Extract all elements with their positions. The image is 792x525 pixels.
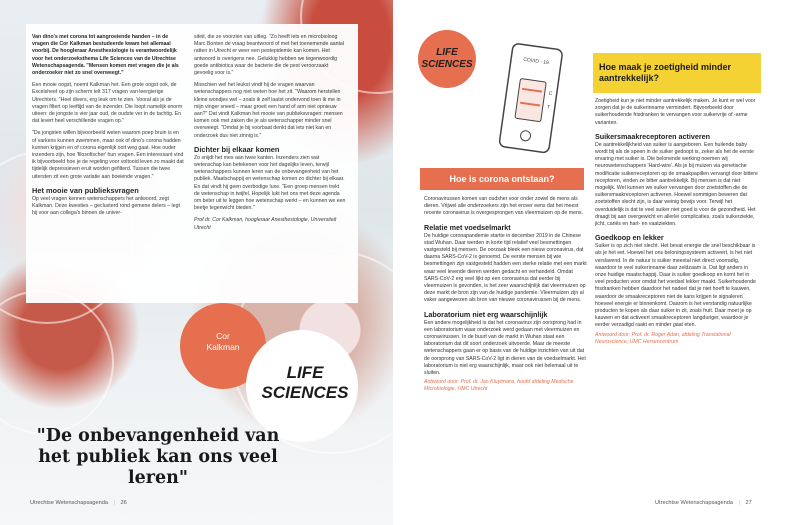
answer-credit: Antwoord door: Prof. dr. Jan Kluytmans, hoofd afdeling Medische Microbiologie, UMC Utrecht bbox=[424, 379, 574, 393]
covid-test-illustration bbox=[488, 40, 573, 155]
corona-article bbox=[424, 196, 588, 399]
page-number: 27 bbox=[745, 500, 752, 506]
page-number: 26 bbox=[120, 500, 127, 506]
footer-title: Utrechtse Wetenschapsagenda bbox=[30, 500, 108, 506]
footer-title: Utrechtse Wetenschapsagenda bbox=[655, 500, 733, 506]
article-paragraph: Zo snijdt het mes aan twee kanten. Inzenders zien wat wetenschap kan betekenen voor het dagelijks leven, terwijl wetenschappers kunnen leren van de onbevangenheid van het publiek. Maatschappij en wetenschap komen zo dichter bij elkaar. En dat vindt hij geen overbodige luxe. "Een groep mensen trekt de wetenschap in twijfel. Hopelijk lukt het ons met deze agenda om beter uit te leggen hoe wetenschap werkt – en kunnen we een beetje tegenwicht bieden." bbox=[194, 154, 346, 212]
left-page bbox=[0, 0, 393, 525]
sticker-line-1: LIFE bbox=[286, 363, 324, 382]
article-paragraph: Een mooie oogst, noemt Kalkman het. Een grote oogst ook, de Excelsheet op zijn scherm telt 317 vragen van leergierige Utrechters. "Heel divers, erg leuk om te zien. Vooral als je de vragen filtert op leeftijd van de inzender. Die loopt namelijk enorm uiteen: de jongste is vier jaar oud, de oudste ver in de tachtig. En dat levert heel verschillende vragen op." bbox=[32, 82, 183, 125]
footer-separator: | bbox=[113, 500, 115, 506]
pull-quote: "De onbevangenheid van het publiek kan ons veel leren" bbox=[36, 426, 280, 488]
sugar-heading-box bbox=[593, 53, 761, 93]
sticker-line-2: SCIENCES bbox=[421, 59, 473, 70]
article-paragraph: Een andere mogelijkheid is dat het coronavirus zijn oorsprong had in een laboratorium waar onderzoek werd gedaan met vleermuizen en coronavirussen. In de buurt van de markt in Wuhan staat een laboratorium dat dit soort onderzoek uitvoerde. Maar de meeste wetenschappers gaan er op basis van de huidige inzichten van uit dat de oorsprong van SARS-CoV-2 ligt in dieren van de voedselmarkt. Het laboratorium is niet erg waarschijnlijk, maar ook niet helemaal uit te sluiten. bbox=[424, 319, 586, 377]
corona-heading-box bbox=[420, 168, 584, 190]
sugar-heading: Hoe maak je zoetigheid minder aantrekkelijk? bbox=[599, 62, 732, 83]
test-label: COVID - 19 bbox=[522, 56, 550, 67]
article-text-panel bbox=[26, 24, 358, 303]
article-subheading: Relatie met voedselmarkt bbox=[424, 222, 511, 232]
article-paragraph: Op veel vragen kennen wetenschappers het antwoord, zegt Kalkman. Deze kwesties – geclusterd rond gemene delers – legt hij voor aan collega's binnen de univer- bbox=[32, 195, 180, 217]
article-paragraph: De huidige coronapandemie startte in december 2019 in de Chinese stad Wuhan. Daar werden in korte tijd relatief veel besmettingen vastgesteld bij mensen. De oorzaak bleek een nieuw coronavirus, dat daarna SARS-CoV-2 is genoemd. De eerste mensen bij wie besmettingen zijn vastgesteld hadden een sterke relatie met een markt waar veel levende dieren werden gedacht en verhandeld. Omdat SARS-CoV-2 erg veel lijkt op een coronavirus dat eerder bij vleermuizen is gevonden, is het zeer waarschijnlijk dat vleermuizen op deze markt de bron zijn van de huidige pandemie. Vleermuizen zijn al vaker aangewezen als bron van nieuwe coronavirussen bij de mens. bbox=[424, 232, 587, 304]
test-t-marker: T bbox=[546, 104, 551, 111]
author-first-name: Cor bbox=[216, 331, 230, 341]
article-intro: Van dino's met corona tot aangroeiende handen – in de vragen die Cor Kalkman bestudeerde kwam het allemaal voorbij. De hoogleraar Anesthesiologie is verantwoordelijk voor het onderzoeksthema Life Sciences van de Utrechtse Wetenschapsagenda. "Mensen komen met vragen die je als onderzoeker niet zo snel overweegt." bbox=[32, 34, 179, 77]
page-footer bbox=[30, 500, 127, 506]
answer-credit: Antwoord door: Prof. dr. Roger Adan, afdeling Translational Neuroscience, UMC Hersencentrum bbox=[595, 331, 731, 345]
life-sciences-sticker bbox=[418, 30, 476, 88]
article-paragraph: Coronavirussen komen van oudsher voor onder zowel de mens als dieren. Vrijwel alle onderzoekers zijn het erover eens dat het meest recente coronavirus is overgesprongen van vleermuizen op de mens. bbox=[424, 196, 583, 217]
footer-separator: | bbox=[738, 500, 740, 506]
article-subheading: Dichter bij elkaar komen bbox=[194, 144, 280, 154]
article-subheading: Suikersmaakreceptoren activeren bbox=[595, 131, 711, 141]
article-column-1 bbox=[32, 34, 184, 222]
article-paragraph: "De jongsten willen bijvoorbeeld weten waarom poep bruin is en of varkens kunnen zwemmen, maar ook of dino's corona hadden kunnen krijgen en of corona eigenlijk ooit weg gaat. Hoe ouder inzenders zijn, hoe 'filosofischer' hun vragen. Een interessant vind ik bijvoorbeeld hoe je de regeling voor voltooid leven zo maakt dat tijdelijk depressieven eruit worden gefilterd. Tussen die twee uitersten zit een grote variatie aan boeiende vragen." bbox=[32, 130, 184, 180]
right-page bbox=[393, 0, 792, 525]
article-paragraph: Suiker is op zich niet slecht. Het bevat energie die snel beschikbaar is als je het eet. Hoewel het ons beloningssysteem activeert, is het niet verslavend. In de natuur is suiker meestal niet direct voorradig, waardoor te veel suikerinname daar zeldzaam is. Dat ligt anders in onze huidige maatschappij. Daar is suiker goedkoop en komt het in veel producten voor omdat het voedsel lekker maakt. Suikerhoudende frisdranken hebben daardoor het nadeel dat je niet hoeft te kauwen, waardoor de smaakreceptoren niet de kans krijgen te signaleren hoeveel energie er binnenkomt. Daarom is het verstandig natuurlijke producten te kopen als daar suiker in zit, zoals fruit. Daar moet je op kauwen en dat activeert smaakreceptoren langduriger, waardoor je eerder verzadigd raakt en minder gaat eten. bbox=[595, 243, 756, 329]
sugar-article bbox=[595, 98, 759, 351]
article-paragraph: Zoetigheid kun je niet minder aantrekkelijk maken. Je kunt er wel voor zorgen dat je de suikerinname vermindert. Bijvoorbeeld door suikerhoudende frisdranken te vervangen voor suikervrije of -arme varianten. bbox=[595, 98, 756, 126]
corona-heading: Hoe is corona ontstaan? bbox=[449, 174, 555, 184]
article-paragraph: siteit, die ze voorzien van uitleg. "Zo heeft iets en microbioloog Marc Bonten de vraag beantwoord of met het toenemende aantal ratten in Utrecht er weer een pestepidemie kan komen. Het antwoord is overigens nee. Gelukkig hebben we tegenwoordig goede antibiotica waar de bacterie die de pest veroorzaakt gevoelig voor is." bbox=[194, 34, 344, 77]
sticker-line-1: LIFE bbox=[436, 47, 458, 58]
article-column-2 bbox=[194, 34, 346, 237]
article-signature: Prof.dr. Cor Kalkman, hoogleraar Anesthesiologie, Universiteit Utrecht bbox=[194, 217, 337, 231]
sticker-line-2: SCIENCES bbox=[261, 383, 349, 402]
article-paragraph: De aantrekkelijkheid van suiker is aangeboren. Een huilende baby wordt bij als de speen in de suiker gedoopt is, zeker als het de eerste ervaring met suiker is. Die belonende werking noemen wij neurowetenschappers 'Hard-wire'. Als je bij muizen via genetische modificatie suikerreceptoren op de smaakpapillen vervangt door bittere receptoren, vinden ze bitter aantrekkelijk. Bij mensen is dat niet mogelijk. Wel kunnen we suiker vervangen door zoetstoffen die de suikersmaakreceptoren activeren. Hoewel sommigen beweren dat zoetstoffen slecht zijn, is daar weinig bewijs voor. Terwijl het overduidelijk is dat te veel suiker niet goed is voor de gezondheid. Het draagt bij aan overgewicht en allerlei complicaties, zoals suikerziekte, jicht, cariës en hart- en vaatziekten. bbox=[595, 141, 758, 228]
article-paragraph: Misschien wel het leukst vindt hij de vragen waarvan wetenschappers nog niet weten hoe het zit. "Waarom herstellen kleine wondjes wel – zoals ik zelf laatst ondervond toen ik me in mijn vinger sneed – maar groeit een hand of arm niet opnieuw aan?" Dat vindt Kalkman het mooie van publieksvragen: mensen komen ook met zaken die je als wetenschapper minder snel overweegt. "Omdat je bij voorbaat denkt dat iets niet kan en onderzoek dus niet zinnig is." bbox=[194, 82, 343, 139]
article-subheading: Laboratorium niet erg waarschijnlijk bbox=[424, 309, 548, 319]
article-subheading: Het mooie van publieksvragen bbox=[32, 185, 139, 195]
petri-dish-decoration bbox=[0, 290, 114, 434]
test-c-marker: C bbox=[548, 90, 553, 98]
article-subheading: Goedkoop en lekker bbox=[595, 233, 664, 243]
page-footer bbox=[655, 500, 752, 506]
author-last-name: Kalkman bbox=[206, 342, 240, 352]
